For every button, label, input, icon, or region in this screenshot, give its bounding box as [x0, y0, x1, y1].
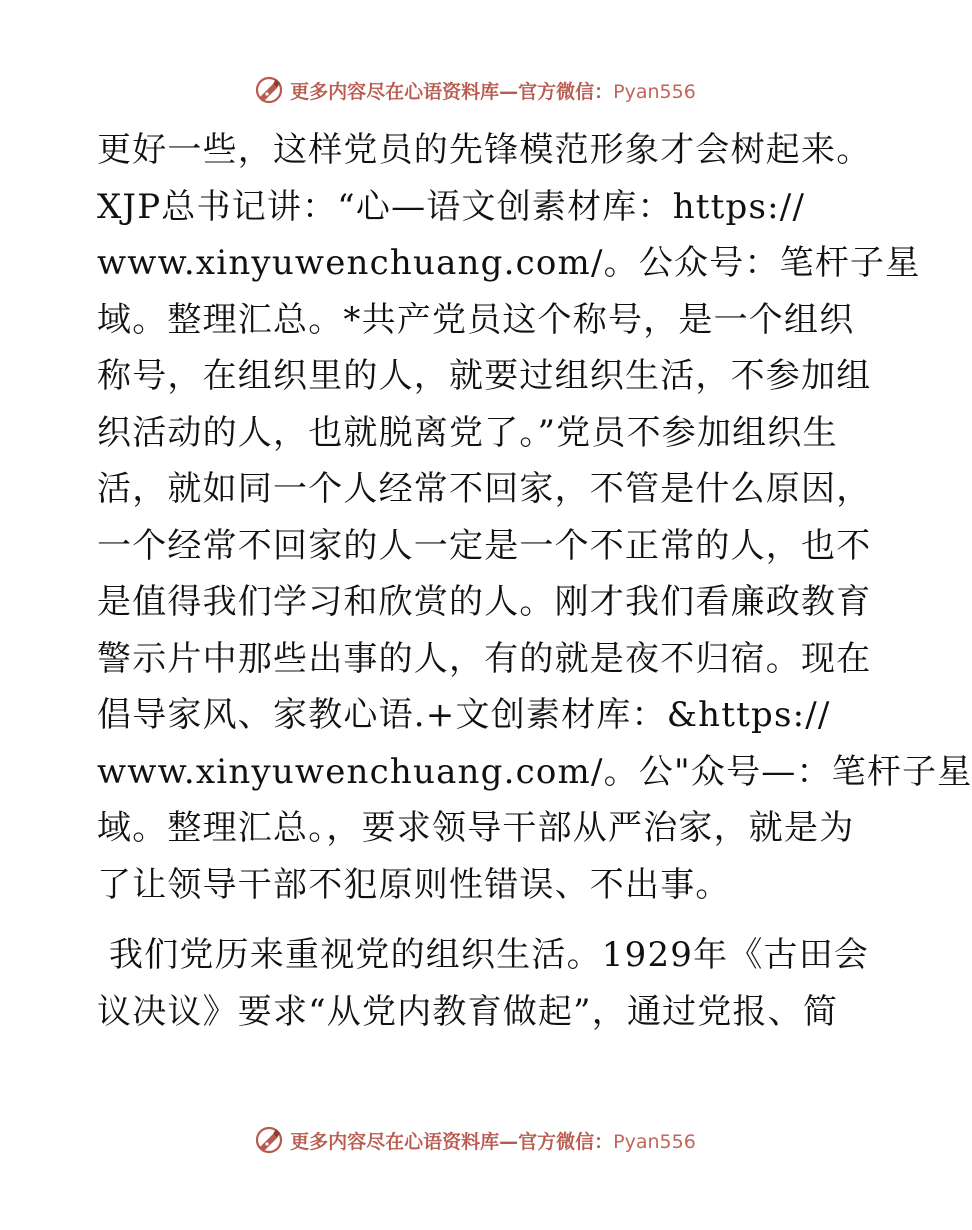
text-line: 更好一些，这样党员的先锋模范形象才会树起来。 [97, 130, 872, 170]
text-line: XJP总书记讲：“心—语文创素材库：https:// [97, 186, 806, 227]
text-line: 活，就如同一个人经常不回家，不管是什么原因， [97, 469, 872, 509]
text-line: www.xinyuwenchuang.com/。公"众号—：笔杆子星 [97, 751, 972, 792]
text-line: 议决议》要求“从党内教育做起”，通过党报、简 [97, 991, 839, 1032]
paragraph-spacer [97, 913, 857, 927]
text-line: 一个经常不回家的人一定是一个不正常的人，也不 [97, 525, 872, 566]
text-line: 了让领导干部不犯原则性错误、不出事。 [97, 864, 731, 905]
watermark-label: 更多内容尽在心语资料库—官方微信： [290, 80, 614, 103]
footer-watermark [0, 1120, 950, 1160]
text-line: 倡导家风、家教心语.+文创素材库：&https:// [97, 695, 831, 735]
paragraph-2 [97, 927, 870, 1040]
paragraph-1 [97, 122, 972, 913]
pen-nib-logo-icon [254, 1125, 284, 1155]
watermark-text [290, 77, 696, 104]
wechat-id: Pyan556 [613, 80, 696, 103]
text-line: 警示片中那些出事的人，有的就是夜不归宿。现在 [97, 638, 872, 679]
text-line: 域。整理汇总。*共产党员这个称号，是一个组织 [97, 299, 855, 340]
watermark-label: 更多内容尽在心语资料库—官方微信： [290, 1130, 614, 1153]
text-line: 我们党历来重视党的组织生活。1929年《古田会 [97, 935, 870, 975]
watermark-text [290, 1127, 696, 1154]
text-line: 织活动的人，也就脱离党了。”党员不参加组织生 [97, 412, 838, 453]
text-line: 是值得我们学习和欣赏的人。刚才我们看廉政教育 [97, 582, 872, 622]
header-watermark [0, 70, 950, 110]
text-line: www.xinyuwenchuang.com/。公众号：笔杆子星 [97, 243, 921, 283]
text-line: 域。整理汇总。，要求领导干部从严治家，就是为 [97, 808, 855, 848]
pen-nib-logo-icon [254, 75, 284, 105]
document-body [97, 122, 972, 1040]
wechat-id: Pyan556 [613, 1130, 696, 1153]
text-line: 称号，在组织里的人，就要过组织生活，不参加组 [97, 356, 872, 396]
